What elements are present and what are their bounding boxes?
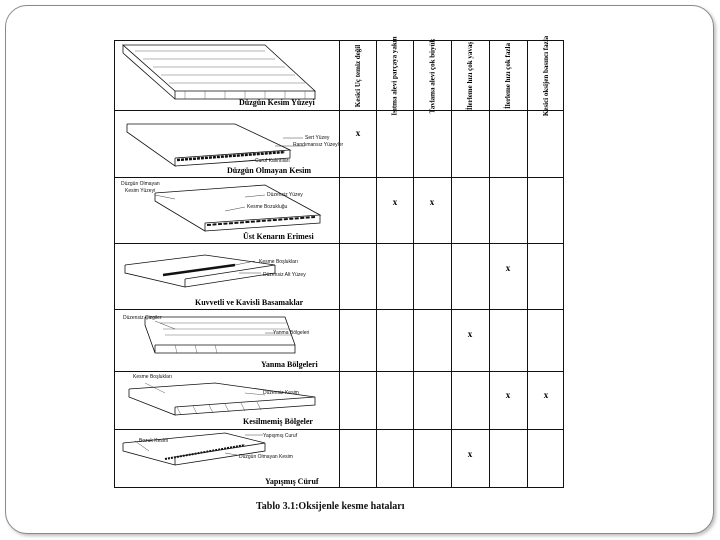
row-label: Kesilmemiş Bölgeler	[243, 417, 313, 426]
row-label: Yapışmış Cüruf	[265, 477, 319, 486]
callout-label: Randımansız Yüzeyler	[293, 142, 344, 148]
row-label: Kuvvetli ve Kavisli Basamaklar	[195, 298, 304, 307]
callout-label: Düzensiz Çizgiler	[123, 315, 162, 321]
defect-mark: x	[543, 390, 549, 400]
callout-label: Curuf Kalıntıları	[255, 158, 290, 164]
column-header: İlerleme hızı çok yavaş	[466, 41, 474, 111]
callout-label: Yanma Bölgeleri	[273, 330, 310, 336]
callout-label: Düzgün Olmayan Kesim	[239, 454, 293, 460]
callout-label: Kesme Bozukluğu	[247, 204, 288, 210]
column-header: Isıtma alevi parçaya yakın	[391, 36, 400, 116]
column-header: Kesici oksijen basıncı fazla	[542, 35, 550, 117]
defect-mark: x	[505, 263, 511, 273]
row-label: Yanma Bölgeleri	[261, 360, 318, 369]
defect-mark: x	[355, 128, 361, 138]
callout-label: Yapışmış Curuf	[263, 433, 298, 439]
defect-mark: x	[429, 197, 435, 207]
callout-label: Sert Yüzey	[305, 135, 330, 141]
column-header: İlerleme hızı çok fazla	[504, 43, 512, 109]
defect-mark: x	[467, 329, 473, 339]
callout-label: Düzensiz Yüzey	[267, 192, 303, 198]
callout-label: Düzensiz Alt Yüzey	[263, 272, 306, 278]
row-label: Düzgün Kesim Yüzeyi	[239, 98, 315, 107]
row-label: Düzgün Olmayan Kesim	[227, 166, 312, 175]
column-header: Kesici Uç temiz değil	[354, 44, 362, 108]
callout-label: Kesme Boşlukları	[133, 374, 172, 380]
defect-mark: x	[392, 197, 398, 207]
table-caption: Tablo 3.1:Oksijenle kesme hataları	[256, 501, 405, 512]
callout-label: Kesme Boşlukları	[259, 259, 298, 265]
callout-label: Düzensiz Kesim	[263, 390, 299, 396]
callout-label: Kesim Yüzeyi	[125, 188, 156, 194]
slide-frame	[5, 5, 714, 534]
callout-label: Bozuk Kesim	[139, 438, 169, 444]
row-label: Üst Kenarın Erimesi	[243, 232, 314, 241]
defect-mark: x	[505, 390, 511, 400]
defects-table	[114, 35, 564, 488]
column-header: Tavlama alevi çok büyük	[428, 38, 436, 114]
defect-mark: x	[467, 449, 473, 459]
callout-label: Düzgün Olmayan	[121, 181, 160, 187]
